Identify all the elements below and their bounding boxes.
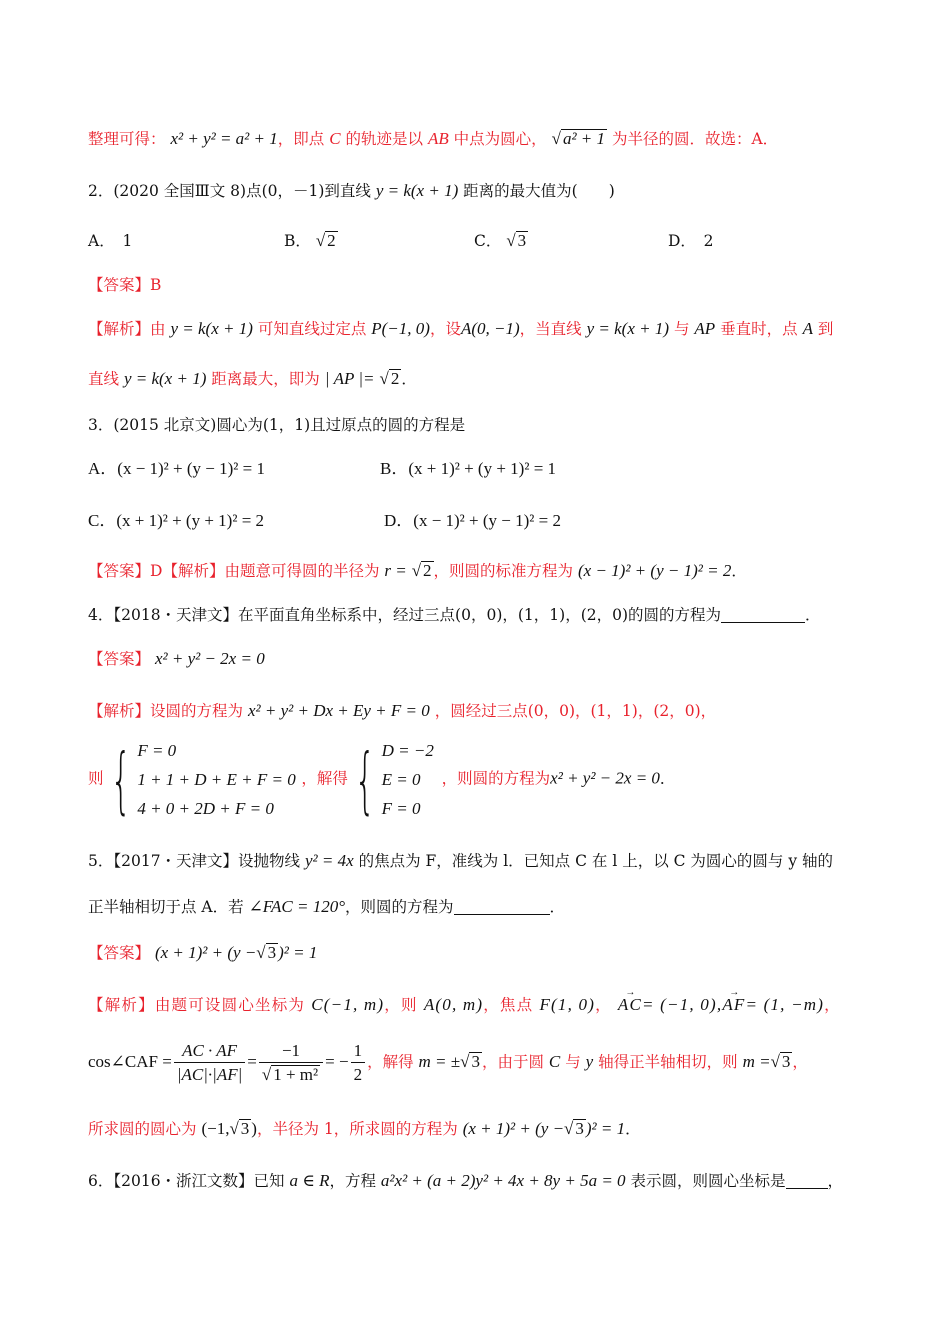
text-span: ，半径为 1，所求圆的方程为 bbox=[256, 1120, 458, 1138]
q1-conclusion bbox=[88, 124, 890, 154]
text-span: 【答案】 bbox=[88, 944, 151, 962]
text-span: 5．【2017・天津文】设抛物线 bbox=[88, 852, 301, 870]
text-span: = bbox=[247, 1052, 257, 1071]
text-span: 4 + 0 + 2D + F = 0 bbox=[137, 799, 274, 818]
text-span: y² = 4x bbox=[305, 851, 354, 870]
text-span: ，焦点 bbox=[483, 996, 534, 1014]
text-span: D bbox=[150, 562, 163, 580]
text-span: √ a² + 1 bbox=[551, 129, 606, 148]
q5-analysis-line2 bbox=[88, 1032, 890, 1092]
text-span: ，设 bbox=[429, 320, 461, 338]
text-span: ，解得 bbox=[367, 1053, 414, 1071]
text-span: )² = 1 bbox=[278, 943, 318, 962]
text-span: r = bbox=[384, 561, 407, 580]
text-span: { bbox=[354, 737, 376, 822]
text-span: y = k(x + 1) bbox=[123, 369, 207, 388]
q2-analysis-line1 bbox=[88, 314, 890, 344]
text-span: m = ± bbox=[418, 1052, 461, 1071]
text-span: 距离最大，即为 bbox=[211, 370, 320, 388]
text-span bbox=[351, 1040, 366, 1087]
q4-analysis bbox=[88, 696, 890, 726]
text-span: B． bbox=[284, 232, 311, 250]
text-span: 所求圆的圆心为 bbox=[88, 1120, 197, 1138]
text-span bbox=[137, 736, 301, 823]
text-span: | AP |= bbox=[324, 369, 375, 388]
text-span: 轴得正半轴相切，则 bbox=[598, 1053, 738, 1071]
text-span: ，即点 bbox=[277, 130, 325, 148]
text-span: (−1, bbox=[201, 1119, 230, 1138]
text-span: 2 bbox=[327, 231, 336, 250]
text-span: ． bbox=[731, 562, 747, 580]
text-span: 3 bbox=[575, 1119, 584, 1138]
text-span: 中点为圆心， bbox=[453, 130, 547, 148]
text-span: ， bbox=[595, 996, 612, 1014]
q5-blank bbox=[454, 896, 550, 915]
text-span: 垂直时，点 bbox=[720, 320, 798, 338]
text-span: ． bbox=[549, 898, 566, 916]
q3-option-d: D．(x − 1)² + (y − 1)² = 2 bbox=[384, 511, 561, 530]
text-span: a²x² + (a + 2)y² + 4x + 8y + 5a = 0 bbox=[380, 1171, 626, 1190]
text-span: ∠FAC = 120° bbox=[248, 897, 345, 916]
q3-stem bbox=[88, 410, 890, 440]
text-span: 3 bbox=[240, 1119, 250, 1138]
q2-option-d: D． 2 bbox=[668, 232, 714, 250]
text-span: C bbox=[548, 1052, 561, 1071]
text-span: ， bbox=[827, 1172, 844, 1190]
text-span: 可知直线过定点 bbox=[257, 320, 367, 338]
text-span: 直线 bbox=[88, 370, 120, 388]
q5-analysis-line3 bbox=[88, 1114, 890, 1144]
q6-stem bbox=[88, 1166, 890, 1196]
q2-stem bbox=[88, 176, 890, 206]
text-span: 的焦点为 F，准线为 l．已知点 C 在 l 上，以 C 为圆心的圆与 y 轴的 bbox=[358, 852, 834, 870]
text-span: → AC bbox=[618, 990, 642, 1020]
text-span: x² + y² − 2x = 0 bbox=[154, 649, 265, 668]
text-span: ，圆经过三点(0，0)，(1，1)，(2，0)， bbox=[434, 702, 717, 720]
text-span: A(0, −1) bbox=[460, 319, 520, 338]
text-span: ，当直线 bbox=[519, 320, 582, 338]
text-span: 3 bbox=[781, 1052, 791, 1071]
text-span: (x + 1)² + (y − bbox=[462, 1119, 565, 1138]
text-span: C． bbox=[474, 232, 502, 250]
q3-option-b: B．(x + 1)² + (y + 1)² = 1 bbox=[380, 459, 557, 478]
text-span: = (−1, 0), bbox=[642, 995, 723, 1014]
text-span: 的轨迹是以 bbox=[345, 130, 423, 148]
text-span: |AC|·|AF| bbox=[176, 1064, 243, 1084]
text-span: x² + y² = a² + 1 bbox=[170, 129, 278, 148]
text-span: ，则圆的方程为 bbox=[441, 769, 551, 788]
text-span: √ 3 bbox=[460, 1052, 480, 1071]
text-span: −1 bbox=[259, 1040, 323, 1063]
text-span: 3 bbox=[517, 231, 527, 250]
text-span: ． bbox=[659, 769, 676, 788]
text-span: 【解析】 bbox=[88, 702, 151, 720]
q4-systems bbox=[88, 736, 890, 823]
text-span: AP bbox=[694, 319, 716, 338]
q2-answer bbox=[88, 270, 890, 300]
text-span: ，则 bbox=[384, 996, 418, 1014]
text-span: 整理可得： bbox=[88, 130, 166, 148]
text-span: √ 2 bbox=[315, 231, 336, 250]
text-span: y = k(x + 1) bbox=[375, 181, 459, 200]
text-span: 1 + 1 + D + E + F = 0 bbox=[137, 770, 296, 789]
text-span: ，由于圆 bbox=[481, 1053, 544, 1071]
text-span: √ 2 bbox=[379, 369, 400, 388]
text-span: 为半径的圆．故选：A． bbox=[611, 130, 779, 148]
text-span: 3 bbox=[267, 943, 277, 962]
text-span: )² = 1 bbox=[585, 1119, 626, 1138]
text-span: ) bbox=[251, 1119, 257, 1138]
text-span: 与 bbox=[673, 320, 690, 338]
q5-analysis-line1 bbox=[88, 990, 890, 1020]
text-span: ，解得 bbox=[301, 769, 348, 788]
text-span: √ 3 bbox=[564, 1119, 584, 1138]
text-span: → AF bbox=[722, 990, 745, 1020]
text-span: 【解析】 bbox=[162, 562, 225, 580]
text-span: 设圆的方程为 bbox=[150, 702, 244, 720]
text-span: AB bbox=[427, 129, 449, 148]
text-span: = − bbox=[325, 1052, 349, 1071]
text-span: 3．(2015 北京文)圆心为(1，1)且过原点的圆的方程是 bbox=[88, 416, 466, 434]
text-span: ， bbox=[824, 996, 841, 1014]
text-span: ． bbox=[401, 370, 417, 388]
text-span: 由 bbox=[150, 320, 166, 338]
text-span: (x − 1)² + (y − 1)² = 2 bbox=[578, 561, 732, 580]
text-span: 正半轴相切于点 A．若 bbox=[88, 898, 244, 916]
text-span: √ 3 bbox=[770, 1052, 791, 1071]
text-span: D = −2 bbox=[381, 741, 434, 760]
q2-option-b bbox=[284, 226, 338, 256]
text-span: 【解析】 bbox=[88, 996, 155, 1014]
q3-option-a: A．(x − 1)² + (y − 1)² = 1 bbox=[88, 459, 265, 478]
text-span: ，方程 bbox=[329, 1172, 376, 1190]
text-span: 【解析】 bbox=[88, 320, 151, 338]
text-span: y = k(x + 1) bbox=[170, 319, 253, 338]
text-span: 到 bbox=[817, 320, 834, 338]
q4-answer bbox=[88, 644, 890, 674]
q4-blank bbox=[721, 604, 805, 623]
text-span: √ 2 bbox=[411, 561, 432, 580]
text-span: E = 0 bbox=[381, 770, 421, 789]
q2-option-a: A． 1 bbox=[88, 232, 133, 250]
text-span: 2 bbox=[353, 1064, 363, 1084]
text-span: √ 3 bbox=[256, 943, 277, 962]
text-span: a² + 1 bbox=[562, 129, 606, 148]
text-span: y = k(x + 1) bbox=[586, 319, 670, 338]
text-span: B bbox=[150, 276, 162, 294]
q2-analysis-line2 bbox=[88, 364, 890, 394]
text-span bbox=[174, 1040, 245, 1087]
text-span: 距离的最大值为( ) bbox=[463, 182, 615, 200]
text-span: x² + y² − 2x = 0 bbox=[550, 768, 660, 788]
q3-option-c: C．(x + 1)² + (y + 1)² = 2 bbox=[88, 511, 265, 530]
text-span: F = 0 bbox=[381, 799, 421, 818]
text-span: cos∠CAF = bbox=[88, 1052, 172, 1071]
text-span: F(1, 0) bbox=[539, 995, 596, 1014]
q5-answer bbox=[88, 938, 890, 968]
text-span: 3 bbox=[471, 1052, 480, 1071]
text-span: x² + y² + Dx + Ey + F = 0 bbox=[247, 701, 430, 720]
text-span: √ 3 bbox=[506, 231, 527, 250]
text-span: ． bbox=[625, 1120, 641, 1138]
text-span: ． bbox=[805, 606, 821, 624]
text-span: A bbox=[802, 319, 813, 338]
text-span: y bbox=[585, 1052, 594, 1071]
text-span: 由题可设圆心坐标为 bbox=[154, 996, 306, 1014]
text-span: 【答案】 bbox=[88, 562, 151, 580]
q3-answer-analysis bbox=[88, 556, 890, 586]
text-span: 2 bbox=[390, 369, 400, 388]
text-span: 4．【2018・天津文】在平面直角坐标系中，经过三点(0，0)，(1，1)，(2，0)的圆的方程为 bbox=[88, 606, 722, 624]
text-span: 与 bbox=[565, 1053, 581, 1071]
text-span: m = bbox=[742, 1052, 771, 1071]
text-span: √ 1 + m² bbox=[261, 1064, 319, 1084]
text-span: √ 3 bbox=[229, 1119, 250, 1138]
q2-option-c bbox=[474, 226, 528, 256]
text-span: ，则圆的标准方程为 bbox=[433, 562, 574, 580]
text-span bbox=[259, 1040, 323, 1087]
text-span: C(−1, m) bbox=[311, 995, 385, 1014]
text-span: 6．【2016・浙江文数】已知 bbox=[88, 1172, 285, 1190]
text-span: ，则圆的方程为 bbox=[345, 898, 454, 916]
text-span: 【答案】 bbox=[88, 650, 151, 668]
text-span: (x + 1)² + (y − bbox=[154, 943, 257, 962]
text-span: = (1, −m) bbox=[745, 995, 825, 1014]
text-span: P(−1, 0) bbox=[371, 319, 430, 338]
q6-blank bbox=[786, 1170, 828, 1189]
text-span: 表示圆，则圆心坐标是 bbox=[630, 1172, 786, 1190]
text-span: a ∈ R bbox=[289, 1171, 330, 1190]
text-span: { bbox=[110, 737, 131, 822]
text-span bbox=[382, 736, 442, 823]
text-span: ， bbox=[792, 1053, 808, 1071]
text-span: 【答案】 bbox=[88, 276, 151, 294]
text-span: 由题意可得圆的半径为 bbox=[224, 562, 380, 580]
q5-stem-line2 bbox=[88, 892, 890, 922]
text-span: F = 0 bbox=[137, 741, 177, 760]
text-span: 1 + m² bbox=[273, 1064, 319, 1084]
text-span: 则 bbox=[88, 769, 104, 788]
text-span: C bbox=[329, 129, 341, 148]
text-span: A(0, m) bbox=[423, 995, 484, 1014]
q5-stem-line1 bbox=[88, 846, 890, 876]
text-span: 1 bbox=[351, 1040, 366, 1063]
text-span: AC · AF bbox=[174, 1040, 245, 1063]
text-span: 2．(2020 全国Ⅲ文 8)点(0，－1)到直线 bbox=[88, 182, 371, 200]
q4-stem bbox=[88, 600, 890, 630]
text-span: 2 bbox=[423, 561, 432, 580]
